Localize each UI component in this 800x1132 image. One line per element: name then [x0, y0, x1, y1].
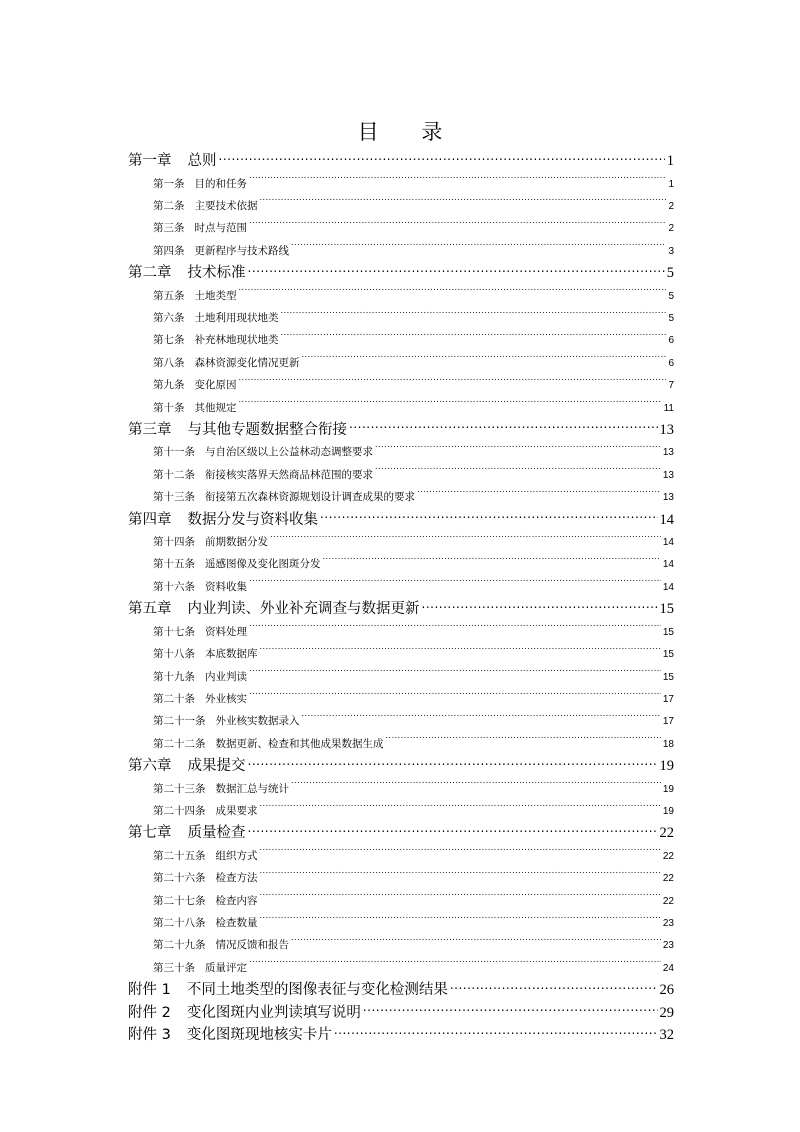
toc-entry-label: 检查数量: [215, 917, 258, 930]
toc-entry-number: 第十五条: [153, 558, 195, 571]
toc-article-entry[interactable]: [128, 553, 674, 575]
toc-dot-leader: [334, 1025, 658, 1040]
toc-page-number: 22: [659, 825, 674, 842]
toc-dot-leader: [239, 400, 662, 411]
toc-page-number: 24: [662, 962, 674, 974]
toc-entry-number: 第十九条: [153, 670, 195, 683]
toc-entry-number: 第六章: [128, 758, 172, 775]
toc-entry-number: 第十二条: [153, 468, 195, 481]
toc-dot-leader: [249, 669, 661, 680]
toc-dot-leader: [249, 960, 661, 971]
toc-entry-number: 附件 1: [128, 982, 171, 999]
toc-article-entry[interactable]: [128, 710, 674, 732]
toc-entry-label: 森林资源变化情况更新: [194, 356, 300, 369]
toc-dot-leader: [386, 736, 661, 747]
toc-dot-leader: [248, 263, 665, 278]
toc-entry-number: 第四章: [128, 511, 172, 528]
toc-chapter-entry[interactable]: [128, 598, 674, 621]
toc-article-entry[interactable]: [128, 576, 674, 598]
toc-article-entry[interactable]: [128, 173, 674, 195]
toc-entry-number: 第二十一条: [153, 715, 206, 728]
toc-dot-leader: [249, 176, 666, 187]
toc-entry-label: 外业核实: [205, 692, 247, 705]
toc-entry-label: 不同土地类型的图像表征与变化检测结果: [186, 982, 448, 999]
toc-entry-number: 第四条: [153, 244, 185, 257]
toc-dot-leader: [239, 288, 667, 299]
toc-entry-label: 前期数据分发: [205, 536, 268, 549]
toc-entry-label: 组织方式: [215, 849, 258, 862]
toc-dot-leader: [249, 579, 661, 590]
toc-entry-label: 与其他专题数据整合衔接: [187, 421, 347, 438]
toc-entry-label: 时点与范围: [194, 222, 247, 235]
toc-dot-leader: [270, 535, 661, 546]
toc-page-number: 5: [666, 265, 674, 282]
toc-entry-label: 更新程序与技术路线: [194, 244, 289, 257]
toc-dot-leader: [363, 1002, 658, 1017]
toc-page-number: 32: [659, 1027, 674, 1044]
toc-page-number: 13: [659, 421, 674, 438]
toc-entry-label: 土地类型: [194, 289, 237, 302]
toc-entry-label: 资料收集: [205, 580, 247, 593]
toc-dot-leader: [323, 557, 661, 568]
toc-article-entry[interactable]: [128, 217, 674, 239]
toc-page-number: 13: [662, 469, 674, 481]
toc-dot-leader: [417, 490, 661, 501]
toc-entry-label: 变化原因: [194, 379, 237, 392]
toc-entry-number: 第七条: [153, 334, 185, 347]
toc-entry-label: 数据更新、检查和其他成果数据生成: [215, 737, 384, 750]
toc-page-number: 1: [668, 178, 674, 190]
toc-dot-leader: [260, 803, 661, 814]
toc-entry-number: 第三十条: [153, 961, 195, 974]
toc-dot-leader: [302, 355, 667, 366]
toc-page-number: 19: [662, 805, 674, 817]
toc-entry-label: 本底数据库: [205, 648, 258, 661]
toc-dot-leader: [249, 624, 661, 635]
toc-page-number: 22: [662, 895, 674, 907]
toc-entry-label: 目的和任务: [194, 177, 247, 190]
toc-entry-label: 检查内容: [215, 894, 258, 907]
toc-entry-label: 情况反馈和报告: [215, 939, 289, 952]
toc-list: [128, 150, 674, 1047]
toc-article-entry[interactable]: [128, 441, 674, 463]
toc-dot-leader: [239, 378, 667, 389]
toc-entry-label: 主要技术依据: [194, 199, 258, 212]
toc-entry-number: 第二十五条: [153, 849, 206, 862]
toc-entry-label: 总则: [187, 153, 217, 169]
toc-article-entry[interactable]: [128, 285, 674, 307]
toc-dot-leader: [249, 691, 661, 702]
toc-page-number: 14: [659, 511, 674, 528]
toc-page-number: 15: [662, 649, 674, 661]
toc-chapter-entry[interactable]: [128, 979, 674, 1002]
toc-dot-leader: [260, 916, 661, 927]
toc-entry-number: 附件 2: [128, 1004, 171, 1021]
toc-article-entry[interactable]: [128, 195, 674, 217]
toc-dot-leader: [375, 445, 661, 456]
toc-entry-label: 遥感图像及变化图斑分发: [205, 558, 321, 571]
toc-entry-number: 第二章: [128, 265, 172, 282]
toc-entry-label: 补充林地现状地类: [194, 334, 279, 347]
toc-dot-leader: [260, 647, 661, 658]
toc-entry-number: 第一条: [153, 177, 185, 190]
toc-dot-leader: [260, 871, 661, 882]
toc-dot-leader: [260, 893, 661, 904]
toc-page-number: 29: [659, 1004, 674, 1021]
toc-page-number: 22: [662, 873, 674, 885]
toc-entry-label: 数据分发与资料收集: [187, 511, 318, 528]
toc-entry-number: 第十条: [153, 401, 185, 414]
toc-dot-leader: [349, 419, 658, 434]
toc-page-number: 6: [668, 335, 674, 347]
toc-page-number: 18: [662, 738, 674, 750]
toc-entry-label: 衔接第五次森林资源规划设计调查成果的要求: [205, 491, 415, 504]
toc-article-entry[interactable]: [128, 957, 674, 979]
toc-dot-leader: [248, 823, 658, 838]
toc-entry-number: 第十三条: [153, 491, 195, 504]
toc-entry-label: 外业核实数据录入: [215, 715, 300, 728]
toc-article-entry[interactable]: [128, 329, 674, 351]
toc-dot-leader: [450, 980, 658, 995]
toc-entry-label: 其他规定: [194, 401, 237, 414]
toc-dot-leader: [281, 310, 667, 321]
toc-page-number: 6: [668, 357, 674, 369]
toc-entry-number: 第八条: [153, 356, 185, 369]
toc-page-number: 3: [668, 245, 674, 257]
toc-page-number: 15: [662, 671, 674, 683]
toc-dot-leader: [320, 509, 658, 524]
toc-entry-label: 资料处理: [205, 625, 247, 638]
toc-article-entry[interactable]: [128, 890, 674, 912]
toc-entry-number: 第六条: [153, 311, 185, 324]
toc-chapter-entry[interactable]: [128, 755, 674, 778]
toc-article-entry[interactable]: [128, 352, 674, 374]
toc-page-number: 22: [662, 850, 674, 862]
toc-page-number: 5: [668, 312, 674, 324]
toc-article-entry[interactable]: [128, 307, 674, 329]
toc-article-entry[interactable]: [128, 643, 674, 665]
toc-entry-number: 第二十八条: [153, 917, 206, 930]
toc-entry-label: 质量检查: [187, 825, 246, 842]
toc-article-entry[interactable]: [128, 240, 674, 262]
toc-entry-number: 第二十四条: [153, 804, 206, 817]
toc-dot-leader: [291, 243, 666, 254]
toc-entry-label: 内业判读、外业补充调查与数据更新: [187, 601, 420, 618]
toc-entry-label: 成果要求: [215, 804, 258, 817]
toc-article-entry[interactable]: [128, 845, 674, 867]
toc-dot-leader: [291, 938, 661, 949]
toc-dot-leader: [302, 714, 661, 725]
toc-dot-leader: [248, 756, 658, 771]
toc-chapter-entry[interactable]: [128, 262, 674, 285]
toc-article-entry[interactable]: [128, 733, 674, 755]
toc-entry-number: 第三章: [128, 421, 172, 438]
toc-article-entry[interactable]: [128, 688, 674, 710]
toc-dot-leader: [249, 221, 666, 232]
toc-entry-number: 第一章: [128, 153, 172, 169]
toc-entry-label: 质量评定: [205, 961, 247, 974]
toc-entry-number: 第十八条: [153, 648, 195, 661]
toc-page-number: 1: [666, 153, 674, 169]
toc-article-entry[interactable]: [128, 867, 674, 889]
toc-page-number: 13: [662, 492, 674, 504]
toc-entry-number: 第二条: [153, 199, 185, 212]
toc-entry-number: 第二十七条: [153, 894, 206, 907]
toc-dot-leader: [260, 848, 661, 859]
toc-page-number: 5: [668, 290, 674, 302]
toc-page-number: 15: [659, 601, 674, 618]
toc-entry-number: 第二十三条: [153, 782, 206, 795]
toc-page-number: 19: [662, 783, 674, 795]
toc-entry-number: 第五章: [128, 601, 172, 618]
toc-chapter-entry[interactable]: [128, 1002, 674, 1025]
toc-chapter-entry[interactable]: [128, 419, 674, 442]
toc-dot-leader: [260, 198, 667, 209]
toc-article-entry[interactable]: [128, 374, 674, 396]
toc-page-number: 14: [662, 559, 674, 571]
toc-entry-number: 第七章: [128, 825, 172, 842]
toc-entry-label: 数据汇总与统计: [215, 782, 289, 795]
toc-page-number: 14: [662, 581, 674, 593]
toc-article-entry[interactable]: [128, 464, 674, 486]
toc-title: 目 录: [357, 120, 461, 144]
toc-entry-number: 第十四条: [153, 536, 195, 549]
toc-page-number: 23: [662, 918, 674, 930]
toc-entry-number: 第十六条: [153, 580, 195, 593]
toc-dot-leader: [291, 781, 661, 792]
toc-chapter-entry[interactable]: [128, 150, 674, 173]
toc-entry-label: 成果提交: [187, 758, 246, 775]
toc-page-number: 13: [662, 447, 674, 459]
toc-entry-label: 内业判读: [205, 670, 247, 683]
toc-dot-leader: [375, 467, 661, 478]
toc-entry-label: 检查方法: [215, 872, 258, 885]
toc-article-entry[interactable]: [128, 621, 674, 643]
toc-entry-number: 第二十九条: [153, 939, 206, 952]
toc-dot-leader: [281, 333, 667, 344]
toc-page-number: 17: [662, 716, 674, 728]
toc-entry-number: 附件 3: [128, 1027, 171, 1044]
toc-article-entry[interactable]: [128, 800, 674, 822]
toc-entry-label: 变化图斑现地核实卡片: [186, 1027, 332, 1044]
toc-article-entry[interactable]: [128, 531, 674, 553]
toc-entry-label: 与自治区级以上公益林动态调整要求: [205, 446, 373, 459]
toc-entry-number: 第二十条: [153, 692, 195, 705]
toc-page-number: 15: [662, 626, 674, 638]
toc-article-entry[interactable]: [128, 397, 674, 419]
toc-entry-number: 第五条: [153, 289, 185, 302]
toc-entry-number: 第二十二条: [153, 737, 206, 750]
toc-chapter-entry[interactable]: [128, 822, 674, 845]
toc-dot-leader: [422, 599, 658, 614]
toc-chapter-entry[interactable]: [128, 509, 674, 532]
toc-chapter-entry[interactable]: [128, 1024, 674, 1047]
toc-article-entry[interactable]: [128, 934, 674, 956]
toc-page-number: 11: [663, 402, 674, 414]
toc-page-number: 7: [668, 380, 674, 392]
toc-article-entry[interactable]: [128, 778, 674, 800]
toc-entry-number: 第二十六条: [153, 872, 206, 885]
toc-entry-label: 变化图斑内业判读填写说明: [186, 1004, 361, 1021]
toc-article-entry[interactable]: [128, 486, 674, 508]
toc-entry-number: 第九条: [153, 379, 185, 392]
toc-page-number: 19: [659, 758, 674, 775]
toc-entry-label: 衔接核实落界天然商品林范围的要求: [205, 468, 373, 481]
toc-page-number: 2: [668, 200, 674, 212]
toc-entry-number: 第三条: [153, 222, 185, 235]
toc-page-number: 2: [668, 223, 674, 235]
toc-page-number: 23: [662, 940, 674, 952]
toc-article-entry[interactable]: [128, 912, 674, 934]
toc-article-entry[interactable]: [128, 666, 674, 688]
toc-entry-number: 第十一条: [153, 446, 195, 459]
toc-dot-leader: [219, 151, 665, 166]
toc-entry-label: 土地利用现状地类: [194, 311, 279, 324]
toc-entry-number: 第十七条: [153, 625, 195, 638]
toc-page-number: 14: [662, 537, 674, 549]
toc-page-number: 17: [662, 693, 674, 705]
toc-page-number: 26: [659, 982, 674, 999]
toc-entry-label: 技术标准: [187, 265, 246, 282]
